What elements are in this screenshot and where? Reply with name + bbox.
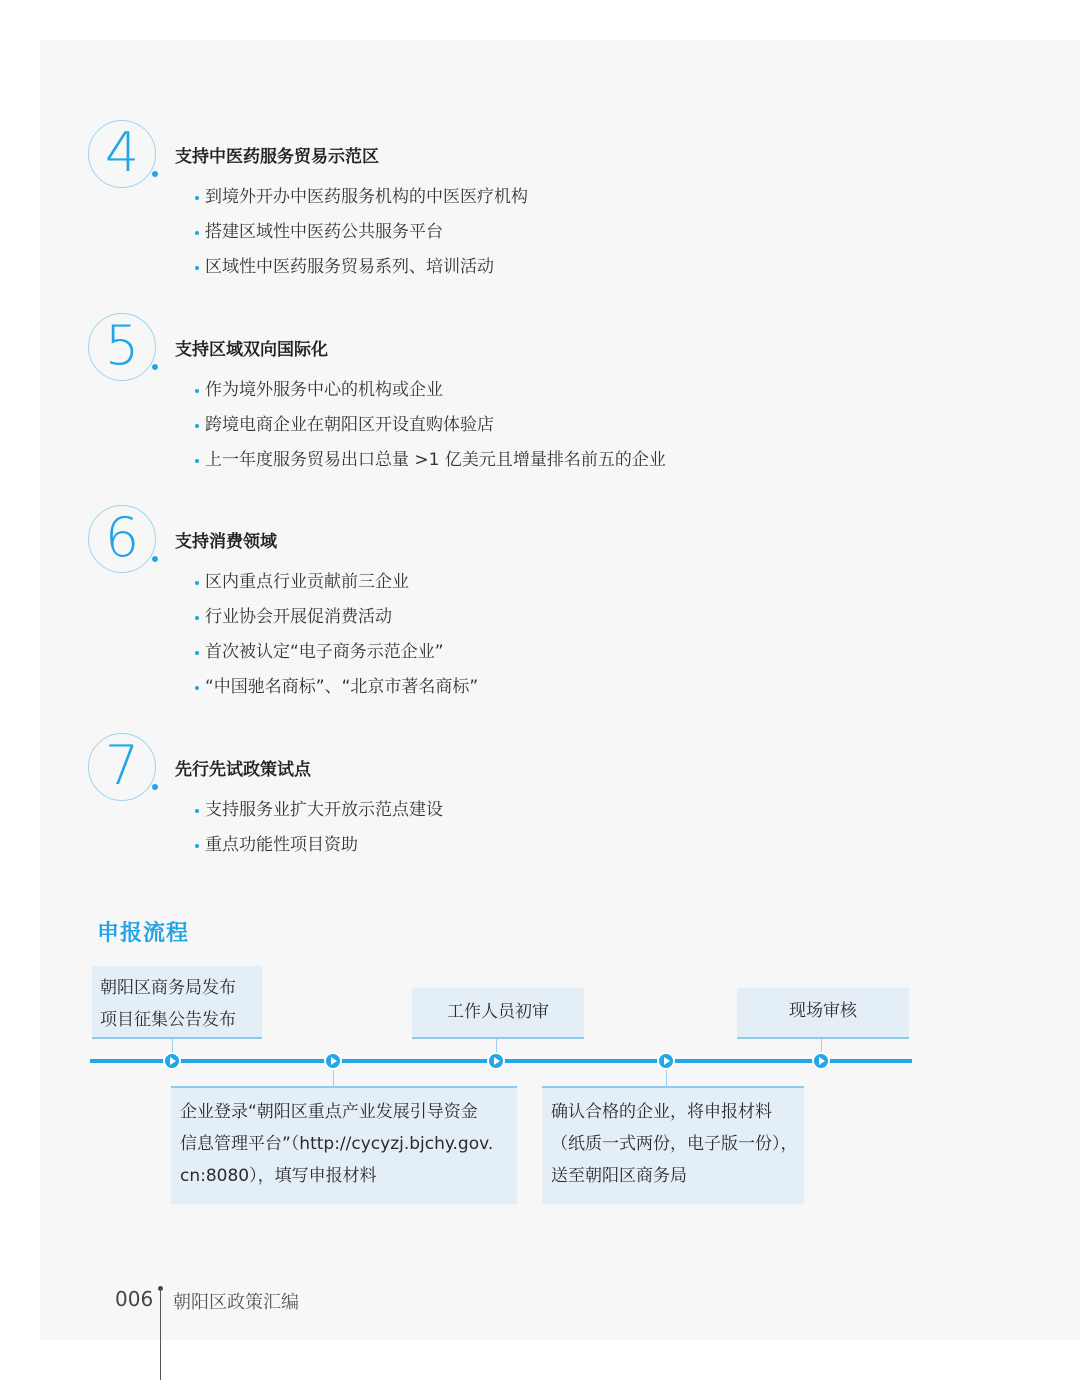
step-1-box: [92, 966, 262, 1039]
bullet-list: [195, 373, 666, 478]
timeline-node-icon: [657, 1052, 675, 1070]
step-4-box: [542, 1086, 804, 1204]
process-title: 申报流程: [97, 921, 190, 946]
step-2-line: 企业登录“朝阳区重点产业发展引导资金: [180, 1102, 478, 1122]
number-badge: [88, 505, 156, 573]
bullet-item: 区内重点行业贡献前三企业: [195, 565, 478, 600]
timeline-node-icon: [324, 1052, 342, 1070]
step-4-line: 确认合格的企业，将申报材料: [551, 1102, 772, 1122]
section-title: 支持中医药服务贸易示范区: [175, 147, 379, 167]
step-4-line: 送至朝阳区商务局: [551, 1166, 687, 1186]
number-badge: [88, 733, 156, 801]
number-badge: [88, 313, 156, 381]
step-1-line: 朝阳区商务局发布: [100, 978, 236, 998]
connector-line: [172, 1039, 173, 1053]
page-panel: [40, 40, 1080, 1340]
connector-line: [333, 1067, 334, 1087]
bullet-item: 首次被认定“电子商务示范企业”: [195, 635, 478, 670]
connector-line: [821, 1039, 822, 1053]
badge-dot-icon: [152, 784, 158, 790]
section-number: 7: [104, 734, 140, 797]
section-number: 4: [104, 121, 140, 184]
footer-divider: [160, 1288, 161, 1380]
section-number: 6: [104, 506, 140, 569]
bullet-list: [195, 565, 478, 705]
section-title: 支持消费领域: [175, 532, 277, 552]
step-5-box: [737, 988, 909, 1039]
bullet-list: [195, 180, 528, 285]
publication-title: 朝阳区政策汇编: [173, 1292, 299, 1313]
timeline-node-icon: [163, 1052, 181, 1070]
timeline-node-icon: [812, 1052, 830, 1070]
bullet-item: 到境外开办中医药服务机构的中医医疗机构: [195, 180, 528, 215]
page-number: 006: [115, 1287, 154, 1311]
bullet-item: “中国驰名商标”、“北京市著名商标”: [195, 670, 478, 705]
bullet-item: 区域性中医药服务贸易系列、培训活动: [195, 250, 528, 285]
bullet-list: [195, 793, 443, 863]
number-badge: [88, 120, 156, 188]
step-5-label: 现场审核: [789, 1001, 857, 1021]
badge-dot-icon: [152, 171, 158, 177]
badge-dot-icon: [152, 364, 158, 370]
step-4-line: （纸质一式两份，电子版一份），: [551, 1134, 798, 1154]
connector-line: [496, 1039, 497, 1053]
timeline-node-icon: [487, 1052, 505, 1070]
step-3-label: 工作人员初审: [447, 1002, 549, 1022]
bullet-item: 跨境电商企业在朝阳区开设直购体验店: [195, 408, 666, 443]
step-2-box: [171, 1086, 517, 1204]
bullet-item: 搭建区域性中医药公共服务平台: [195, 215, 528, 250]
section-title: 先行先试政策试点: [175, 760, 311, 780]
step-2-line: 信息管理平台”（http://cycyzj.bjchy.gov.: [180, 1134, 494, 1154]
step-2-line: cn:8080），填写申报材料: [180, 1166, 377, 1186]
bullet-item: 重点功能性项目资助: [195, 828, 443, 863]
step-1-line: 项目征集公告发布: [100, 1010, 236, 1030]
section-number: 5: [104, 314, 140, 377]
step-3-box: [412, 988, 584, 1039]
bullet-item: 作为境外服务中心的机构或企业: [195, 373, 666, 408]
bullet-item: 上一年度服务贸易出口总量 >1 亿美元且增量排名前五的企业: [195, 443, 666, 478]
connector-line: [666, 1067, 667, 1087]
section-title: 支持区域双向国际化: [175, 340, 328, 360]
bullet-item: 支持服务业扩大开放示范点建设: [195, 793, 443, 828]
bullet-item: 行业协会开展促消费活动: [195, 600, 478, 635]
badge-dot-icon: [152, 556, 158, 562]
